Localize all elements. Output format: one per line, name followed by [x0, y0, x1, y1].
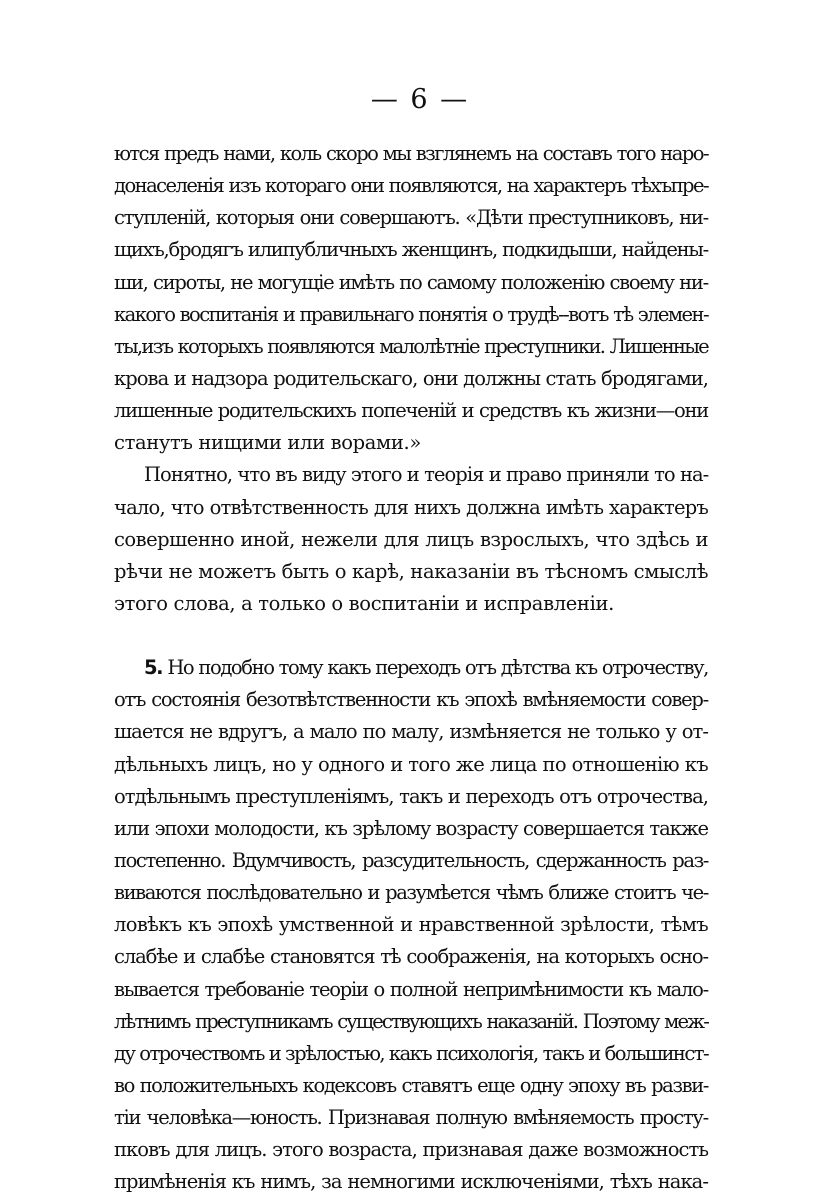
text-line: совершенно иной, нежели для лицъ взрослыхъ, что здѣсь и	[114, 527, 708, 551]
text-line: щихъ,бродягъ илипубличныхъ женщинъ, подкидыши, найдены-	[114, 238, 708, 262]
text-line	[114, 652, 708, 684]
page-number: — 6 —	[370, 84, 470, 115]
text-line: или эпохи молодости, къ зрѣлому возрасту совершается также	[114, 816, 708, 840]
body-text	[114, 138, 708, 1199]
text-line: пковъ для лицъ. этого возраста, признавая даже возможность	[114, 1138, 708, 1162]
text-line: вывается требованіе теоріи о полной непримѣнимости къ мало-	[114, 977, 708, 1001]
paragraph	[114, 459, 708, 620]
text-line: ты,изъ которыхъ появляются малолѣтніе преступники. Лишенные	[114, 334, 708, 358]
section-5	[114, 652, 708, 1198]
section-number: 5.	[144, 656, 163, 680]
text-line: рѣчи не можетъ быть о карѣ, наказаніи въ тѣсномъ смыслѣ	[114, 559, 709, 583]
text-line: ду отрочествомъ и зрѣлостью, какъ психологія, такъ и большинст-	[114, 1041, 708, 1065]
text-line: лишенные родительскихъ попеченій и средствъ къ жизни—они	[114, 399, 708, 423]
text-line: донаселенія изъ котораго они появляются, на характеръ тѣхъпре-	[114, 174, 708, 198]
text-line: ются предъ нами, коль скоро мы взглянемъ на составъ того наро-	[114, 142, 708, 165]
text-line: ловѣкъ къ эпохѣ умственной и нравственной зрѣлости, тѣмъ	[114, 913, 708, 937]
text-line: крова и надзора родительскаго, они должны стать бродягами,	[114, 366, 708, 390]
text-line: виваются послѣдовательно и разумѣется чѣмъ ближе стоитъ че-	[114, 881, 708, 905]
text-line: тіи человѣка—юность. Признавая полную вмѣняемость просту-	[114, 1106, 708, 1130]
text-line: отдѣльнымъ преступленіямъ, такъ и переходъ отъ отрочества,	[114, 784, 708, 808]
text-line: Понятно, что въ виду этого и теорія и право приняли то на-	[144, 463, 709, 487]
text-line: этого слова, а только о воспитаніи и исправленіи.	[114, 591, 614, 615]
text-line: чало, что отвѣтственность для нихъ должна имѣть характеръ	[114, 495, 708, 519]
text-line: лѣтнимъ преступникамъ существующихъ наказаній. Поэтому меж-	[114, 1009, 708, 1033]
paragraph-continuation	[114, 138, 708, 459]
text-line: слабѣе и слабѣе становятся тѣ соображенія, на которыхъ осно-	[114, 945, 708, 969]
text-line: отъ состоянія безотвѣтственности къ эпохѣ вмѣняемости совер-	[114, 688, 708, 712]
text-line: станутъ нищими или ворами.»	[114, 431, 421, 455]
text-line: ступленій, которыя они совершаютъ. «Дѣти преступниковъ, ни-	[114, 206, 708, 230]
text-line: какого воспитанія и правильнаго понятія о трудѣ--вотъ тѣ элемен-	[114, 302, 708, 326]
text-line: дѣльныхъ лицъ, но у одного и того же лица по отношенію къ	[114, 752, 708, 776]
section-first-line: Но подобно тому какъ переходъ отъ дѣтства къ отрочеству,	[167, 656, 708, 680]
text-line: ши, сироты, не могущіе имѣть по самому положенію своему ни-	[114, 270, 708, 294]
text-line: примѣненія къ нимъ, за немногими исключеніями, тѣхъ нака-	[114, 1170, 708, 1194]
text-line: постепенно. Вдумчивость, разсудительность, сдержанность раз-	[114, 848, 708, 872]
paragraph-gap	[114, 620, 708, 652]
text-line: во положительныхъ кодексовъ ставятъ еще одну эпоху въ разви-	[114, 1073, 708, 1097]
text-line: шается не вдругъ, а мало по малу, измѣняется не только у от-	[114, 720, 708, 744]
